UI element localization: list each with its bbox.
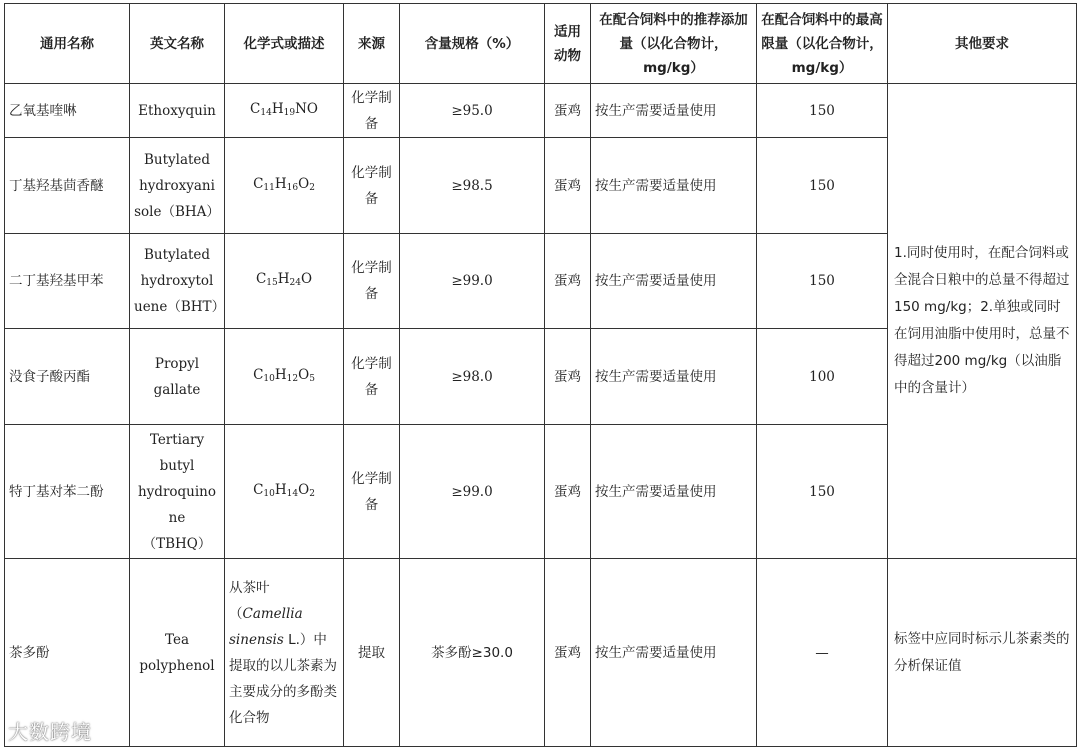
header-source: 来源	[344, 4, 400, 84]
header-animal: 适用动物	[545, 4, 591, 84]
header-other: 其他要求	[888, 4, 1077, 84]
cell-max: 100	[757, 329, 888, 425]
cell-source: 化学制备	[344, 425, 400, 559]
cell-name: 茶多酚	[5, 559, 130, 747]
cell-rec: 按生产需要适量使用	[591, 425, 757, 559]
cell-en: Butylated hydroxyani sole（BHA）	[130, 138, 225, 234]
cell-name: 没食子酸丙酯	[5, 329, 130, 425]
cell-en: Propyl gallate	[130, 329, 225, 425]
table-row	[5, 559, 1077, 747]
cell-rec: 按生产需要适量使用	[591, 234, 757, 329]
cell-animal: 蛋鸡	[545, 84, 591, 138]
cell-formula: $C_{15}H_{24}O$	[225, 234, 344, 329]
cell-source: 化学制备	[344, 138, 400, 234]
cell-other-tea: 标签中应同时标示儿茶素类的分析保证值	[888, 559, 1077, 747]
cell-animal: 蛋鸡	[545, 329, 591, 425]
cell-name: 丁基羟基茴香醚	[5, 138, 130, 234]
cell-source: 提取	[344, 559, 400, 747]
cell-en: Ethoxyquin	[130, 84, 225, 138]
cell-en: Tertiary butyl hydroquino ne （TBHQ）	[130, 425, 225, 559]
cell-en: Tea polyphenol	[130, 559, 225, 747]
header-spec: 含量规格（%）	[400, 4, 545, 84]
table-row	[5, 84, 1077, 138]
cell-animal: 蛋鸡	[545, 234, 591, 329]
cell-animal: 蛋鸡	[545, 559, 591, 747]
cell-spec: ≥98.0	[400, 329, 545, 425]
cell-rec: 按生产需要适量使用	[591, 329, 757, 425]
cell-source: 化学制备	[344, 329, 400, 425]
header-formula: 化学式或描述	[225, 4, 344, 84]
cell-name: 乙氧基喹啉	[5, 84, 130, 138]
feed-additive-table	[4, 3, 1077, 747]
cell-rec: 按生产需要适量使用	[591, 138, 757, 234]
cell-source: 化学制备	[344, 234, 400, 329]
header-row	[5, 4, 1077, 84]
header-rec: 在配合饲料中的推荐添加量（以化合物计，mg/kg）	[591, 4, 757, 84]
cell-name: 特丁基对苯二酚	[5, 425, 130, 559]
cell-formula: 从茶叶（Camellia sinensis L.）中提取的以儿茶素为主要成分的多酚类化合物	[225, 559, 344, 747]
cell-max: 150	[757, 234, 888, 329]
cell-spec: ≥99.0	[400, 425, 545, 559]
cell-animal: 蛋鸡	[545, 138, 591, 234]
cell-formula: $C_{14}H_{19}NO$	[225, 84, 344, 138]
cell-max: —	[757, 559, 888, 747]
cell-rec: 按生产需要适量使用	[591, 84, 757, 138]
cell-name: 二丁基羟基甲苯	[5, 234, 130, 329]
cell-source: 化学制备	[344, 84, 400, 138]
header-en: 英文名称	[130, 4, 225, 84]
cell-formula: $C_{10}H_{14}O_2$	[225, 425, 344, 559]
cell-rec: 按生产需要适量使用	[591, 559, 757, 747]
header-name: 通用名称	[5, 4, 130, 84]
cell-spec: ≥95.0	[400, 84, 545, 138]
cell-formula: $C_{11}H_{16}O_2$	[225, 138, 344, 234]
cell-max: 150	[757, 425, 888, 559]
cell-spec: 茶多酚≥30.0	[400, 559, 545, 747]
cell-spec: ≥99.0	[400, 234, 545, 329]
cell-max: 150	[757, 138, 888, 234]
cell-animal: 蛋鸡	[545, 425, 591, 559]
header-max: 在配合饲料中的最高限量（以化合物计，mg/kg）	[757, 4, 888, 84]
cell-en: Butylated hydroxytol uene（BHT）	[130, 234, 225, 329]
cell-other-group: 1.同时使用时，在配合饲料或全混合日粮中的总量不得超过150 mg/kg；2.单独或同时在饲用油脂中使用时，总量不得超过200 mg/kg（以油脂中的含量计）	[888, 84, 1077, 559]
cell-formula: $C_{10}H_{12}O_5$	[225, 329, 344, 425]
cell-max: 150	[757, 84, 888, 138]
watermark: 大数跨境	[8, 720, 92, 744]
cell-spec: ≥98.5	[400, 138, 545, 234]
